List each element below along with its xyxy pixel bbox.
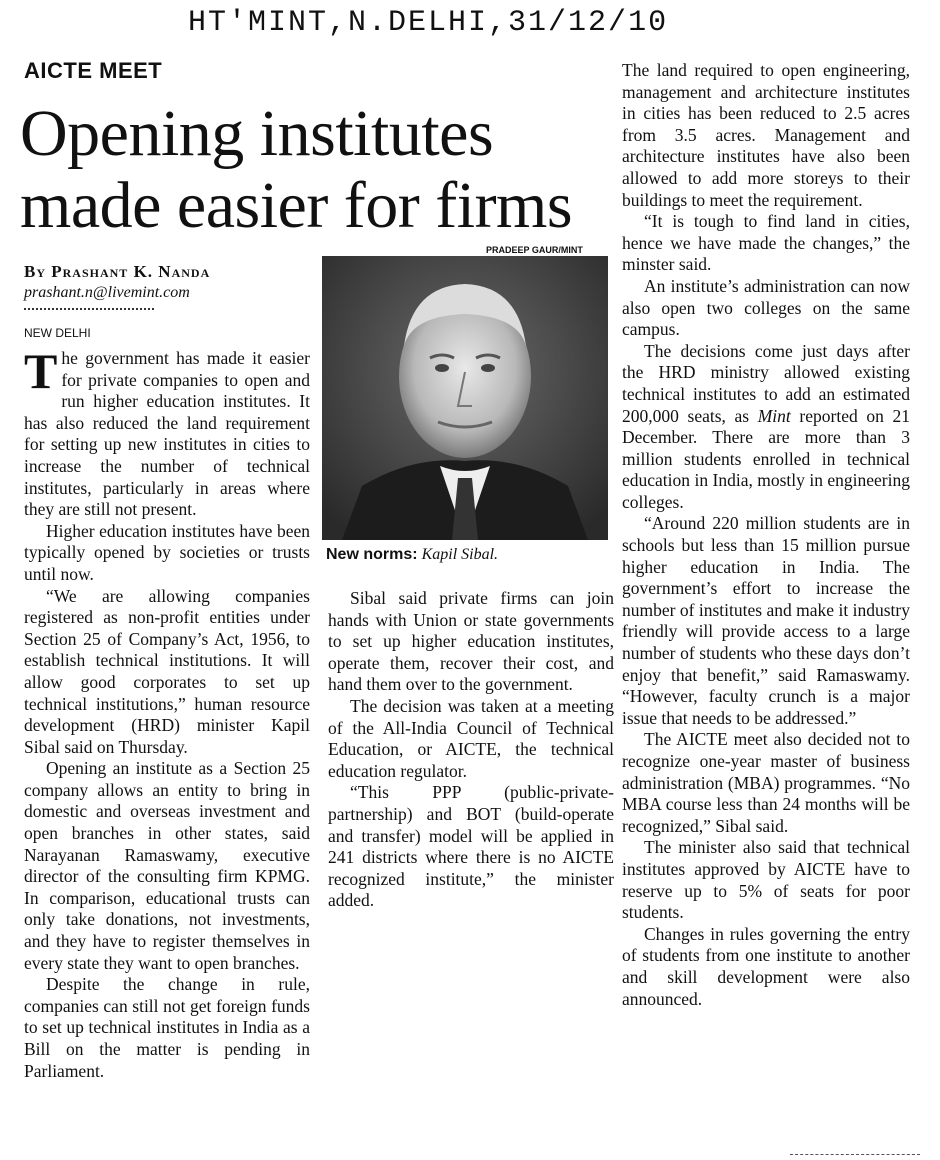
- paragraph-1: [24, 343, 310, 521]
- author-email: prashant.n@livemint.com: [24, 284, 190, 301]
- portrait-photo: [322, 256, 608, 540]
- paragraph-16: Changes in rules governing the entry of students from one institute to another and skill development were also announced.: [622, 923, 910, 1009]
- paragraph-1-text: he government has made it easier for private companies to open and run higher education institutes. It has also reduced the land requirement for setting up new institutes in cities to increase the number of technical institutes, particularly in areas where they are still not present.: [24, 348, 310, 520]
- headline: [20, 98, 610, 242]
- place-tag: NEW DELHI: [24, 326, 91, 340]
- paragraph-12-b: reported on 21 December. There are more than 3 million students enrolled in technical education in India, mostly in engineering colleges.: [622, 405, 910, 512]
- paragraph-3: “We are allowing companies registered as non-profit entities under Section 25 of Company’s Act, 1956, to establish technical institutions. It will allow good corporates to set up technical institutions,” human resource development (HRD) minister Kapil Sibal said on Thursday.: [24, 585, 310, 757]
- caption-label: New norms:: [326, 546, 418, 563]
- paragraph-2: Higher education institutes have been typically opened by societies or trusts until now.: [24, 520, 310, 584]
- paragraph-4: Opening an institute as a Section 25 company allows an entity to bring in domestic and overseas investment and open branches in other states, said Narayanan Ramaswamy, executive director of the consulting firm KPMG. In comparison, educational trusts can only take donations, not investments, and they have to register themselves in every state they want to open branches.: [24, 758, 310, 973]
- paragraph-6: Sibal said private firms can join hands with Union or state governments to set up higher education institutes, operate them, recover their cost, and hand them over to the government.: [328, 588, 614, 695]
- headline-line-1: Opening institutes: [20, 97, 494, 170]
- photo-caption: [326, 546, 610, 564]
- paragraph-11: An institute’s administration can now also open two colleges on the same campus.: [622, 275, 910, 340]
- dropcap: T: [24, 343, 58, 399]
- dateline: HT'MINT,N.DELHI,31/12/10: [188, 6, 669, 40]
- paragraph-10: “It is tough to find land in cities, hence we have made the changes,” the minster said.: [622, 211, 910, 275]
- publication-name: Mint: [757, 405, 791, 426]
- article-column-3: [622, 60, 910, 1010]
- headline-line-2: made easier for firms: [20, 169, 573, 242]
- paragraph-12-a: The decisions come just days after the HRD ministry allowed existing technical institutes to add an estimated 200,000 seats, as: [622, 340, 910, 426]
- photo-credit: PRADEEP GAUR/MINT: [486, 245, 583, 255]
- portrait-illustration: [322, 256, 608, 540]
- author: By Prashant K. Nanda: [24, 262, 211, 281]
- paragraph-8: “This PPP (public-private-partnership) and BOT (build-operate and transfer) model will be applied in 241 districts where there is no AICTE recognized institute,” the minister added.: [328, 782, 614, 911]
- caption-name: Kapil Sibal.: [421, 546, 499, 563]
- article-column-1: [24, 343, 310, 1082]
- byline-divider: [24, 308, 154, 310]
- end-rule: [790, 1154, 920, 1155]
- article-column-2: [328, 588, 614, 912]
- paragraph-9: The land required to open engineering, management and architecture institutes in cities has been reduced to 2.5 acres from 3.5 acres. Management and architecture institutes have also been allowed to add more storeys to their buildings to meet the requirement.: [622, 60, 910, 210]
- paragraph-14: The AICTE meet also decided not to recognize one-year master of business administration (MBA) programmes. “No MBA course less than 24 months will be recognized,” Sibal said.: [622, 729, 910, 836]
- paragraph-13: “Around 220 million students are in schools but less than 15 million pursue higher education in India. The government’s effort to increase the number of institutes and make it industry friendly will provide access to a large number of students who these days don’t enjoy that benefit,” said Ramaswamy. “However, faculty crunch is a major issue that needs to be addressed.”: [622, 513, 910, 728]
- byline: [24, 262, 314, 310]
- paragraph-5: Despite the change in rule, companies can still not get foreign funds to set up technical institutes in India as a Bill on the matter is pending in Parliament.: [24, 974, 310, 1081]
- paragraph-15: The minister also said that technical institutes approved by AICTE have to reserve up to 5% of seats for poor students.: [622, 837, 910, 923]
- paragraph-7: The decision was taken at a meeting of the All-India Council of Technical Education, or AICTE, the technical education regulator.: [328, 695, 614, 781]
- paragraph-12: [622, 341, 910, 514]
- kicker: AICTE MEET: [24, 58, 163, 83]
